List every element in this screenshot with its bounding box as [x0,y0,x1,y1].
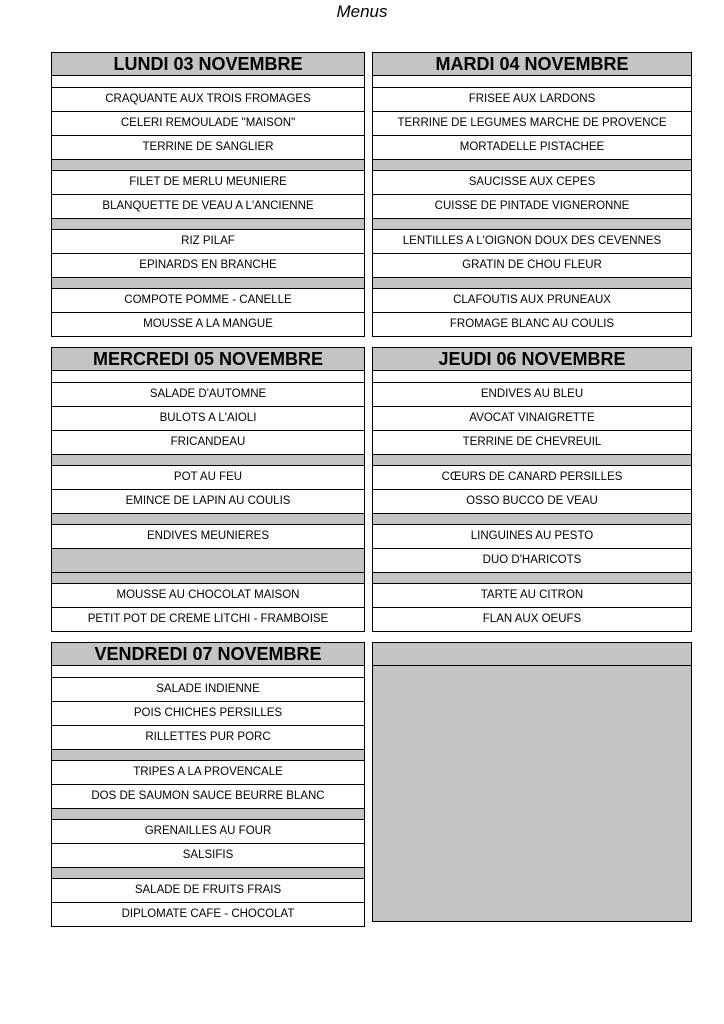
menu-item [52,549,364,573]
menu-item: CRAQUANTE AUX TROIS FROMAGES [52,88,364,112]
menu-item: SAUCISSE AUX CEPES [373,171,691,195]
menu-item: ENDIVES MEUNIERES [52,525,364,549]
menu-item: SALADE DE FRUITS FRAIS [52,879,364,903]
menu-item: FRICANDEAU [52,431,364,455]
course-separator [52,278,364,289]
menu-item: MORTADELLE PISTACHEE [373,136,691,160]
course-separator [373,573,691,584]
menu-item: POIS CHICHES PERSILLES [52,702,364,726]
course-separator [52,573,364,584]
course-separator [52,219,364,230]
course-separator [52,868,364,879]
menu-item: ENDIVES AU BLEU [373,383,691,407]
empty-menu-header [373,643,691,666]
menu-item: TERRINE DE LEGUMES MARCHE DE PROVENCE [373,112,691,136]
menu-item: EPINARDS EN BRANCHE [52,254,364,278]
menu-item: POT AU FEU [52,466,364,490]
menu-item: FRISEE AUX LARDONS [373,88,691,112]
menu-item: GRENAILLES AU FOUR [52,820,364,844]
day-title: MERCREDI 05 NOVEMBRE [52,348,364,371]
menu-item: RILLETTES PUR PORC [52,726,364,750]
day-title: JEUDI 06 NOVEMBRE [373,348,691,371]
course-separator [52,809,364,820]
course-separator [373,160,691,171]
menu-item: GRATIN DE CHOU FLEUR [373,254,691,278]
menu-item: COMPOTE POMME - CANELLE [52,289,364,313]
course-separator [373,278,691,289]
menu-item: FILET DE MERLU MEUNIERE [52,171,364,195]
menu-item: EMINCE DE LAPIN AU COULIS [52,490,364,514]
day-spacer [373,76,691,88]
menu-item: FROMAGE BLANC AU COULIS [449,318,615,330]
menu-item: TRIPES A LA PROVENCALE [52,761,364,785]
menu-item: CUISSE DE PINTADE VIGNERONNE [373,195,691,219]
menu-item: TARTE AU CITRON [373,584,691,608]
menu-item: PETIT POT DE CREME LITCHI - FRAMBOISE [87,613,329,625]
menu-item: RIZ PILAF [52,230,364,254]
menu-item: LINGUINES AU PESTO [373,525,691,549]
menu-item: CŒURS DE CANARD PERSILLES [373,466,691,490]
day-title: LUNDI 03 NOVEMBRE [52,53,364,76]
empty-menu-box [372,642,692,922]
course-separator [52,750,364,761]
day-menu [372,347,692,632]
menu-item: BULOTS A L'AIOLI [52,407,364,431]
menu-item: SALADE D'AUTOMNE [52,383,364,407]
day-title: MARDI 04 NOVEMBRE [373,53,691,76]
page-title: Menus [336,2,388,21]
menu-item: OSSO BUCCO DE VEAU [373,490,691,514]
menu-item: CLAFOUTIS AUX PRUNEAUX [373,289,691,313]
menu-item: LENTILLES A L'OIGNON DOUX DES CEVENNES [373,230,691,254]
menu-item: BLANQUETTE DE VEAU A L'ANCIENNE [52,195,364,219]
menu-item: SALSIFIS [52,844,364,868]
menu-item: DOS DE SAUMON SAUCE BEURRE BLANC [52,785,364,809]
course-separator [52,160,364,171]
menu-item: TERRINE DE CHEVREUIL [373,431,691,455]
course-separator [52,455,364,466]
day-menu [51,642,365,927]
day-spacer [52,76,364,88]
menu-item: SALADE INDIENNE [52,678,364,702]
course-separator [52,514,364,525]
day-spacer [52,666,364,678]
day-menu [372,52,692,337]
menu-item: CELERI REMOULADE "MAISON" [52,112,364,136]
menu-item: MOUSSE AU CHOCOLAT MAISON [52,584,364,608]
day-title: VENDREDI 07 NOVEMBRE [52,643,364,666]
day-menu [51,52,365,337]
day-spacer [373,371,691,383]
course-separator [373,455,691,466]
menu-item: FLAN AUX OEUFS [482,613,582,625]
course-separator [373,219,691,230]
menu-item: DUO D'HARICOTS [373,549,691,573]
menu-item: AVOCAT VINAIGRETTE [373,407,691,431]
menu-item: MOUSSE A LA MANGUE [143,318,273,330]
menu-item: TERRINE DE SANGLIER [52,136,364,160]
course-separator [373,514,691,525]
day-menu [51,347,365,632]
day-spacer [52,371,364,383]
menu-item: DIPLOMATE CAFE - CHOCOLAT [121,908,295,920]
